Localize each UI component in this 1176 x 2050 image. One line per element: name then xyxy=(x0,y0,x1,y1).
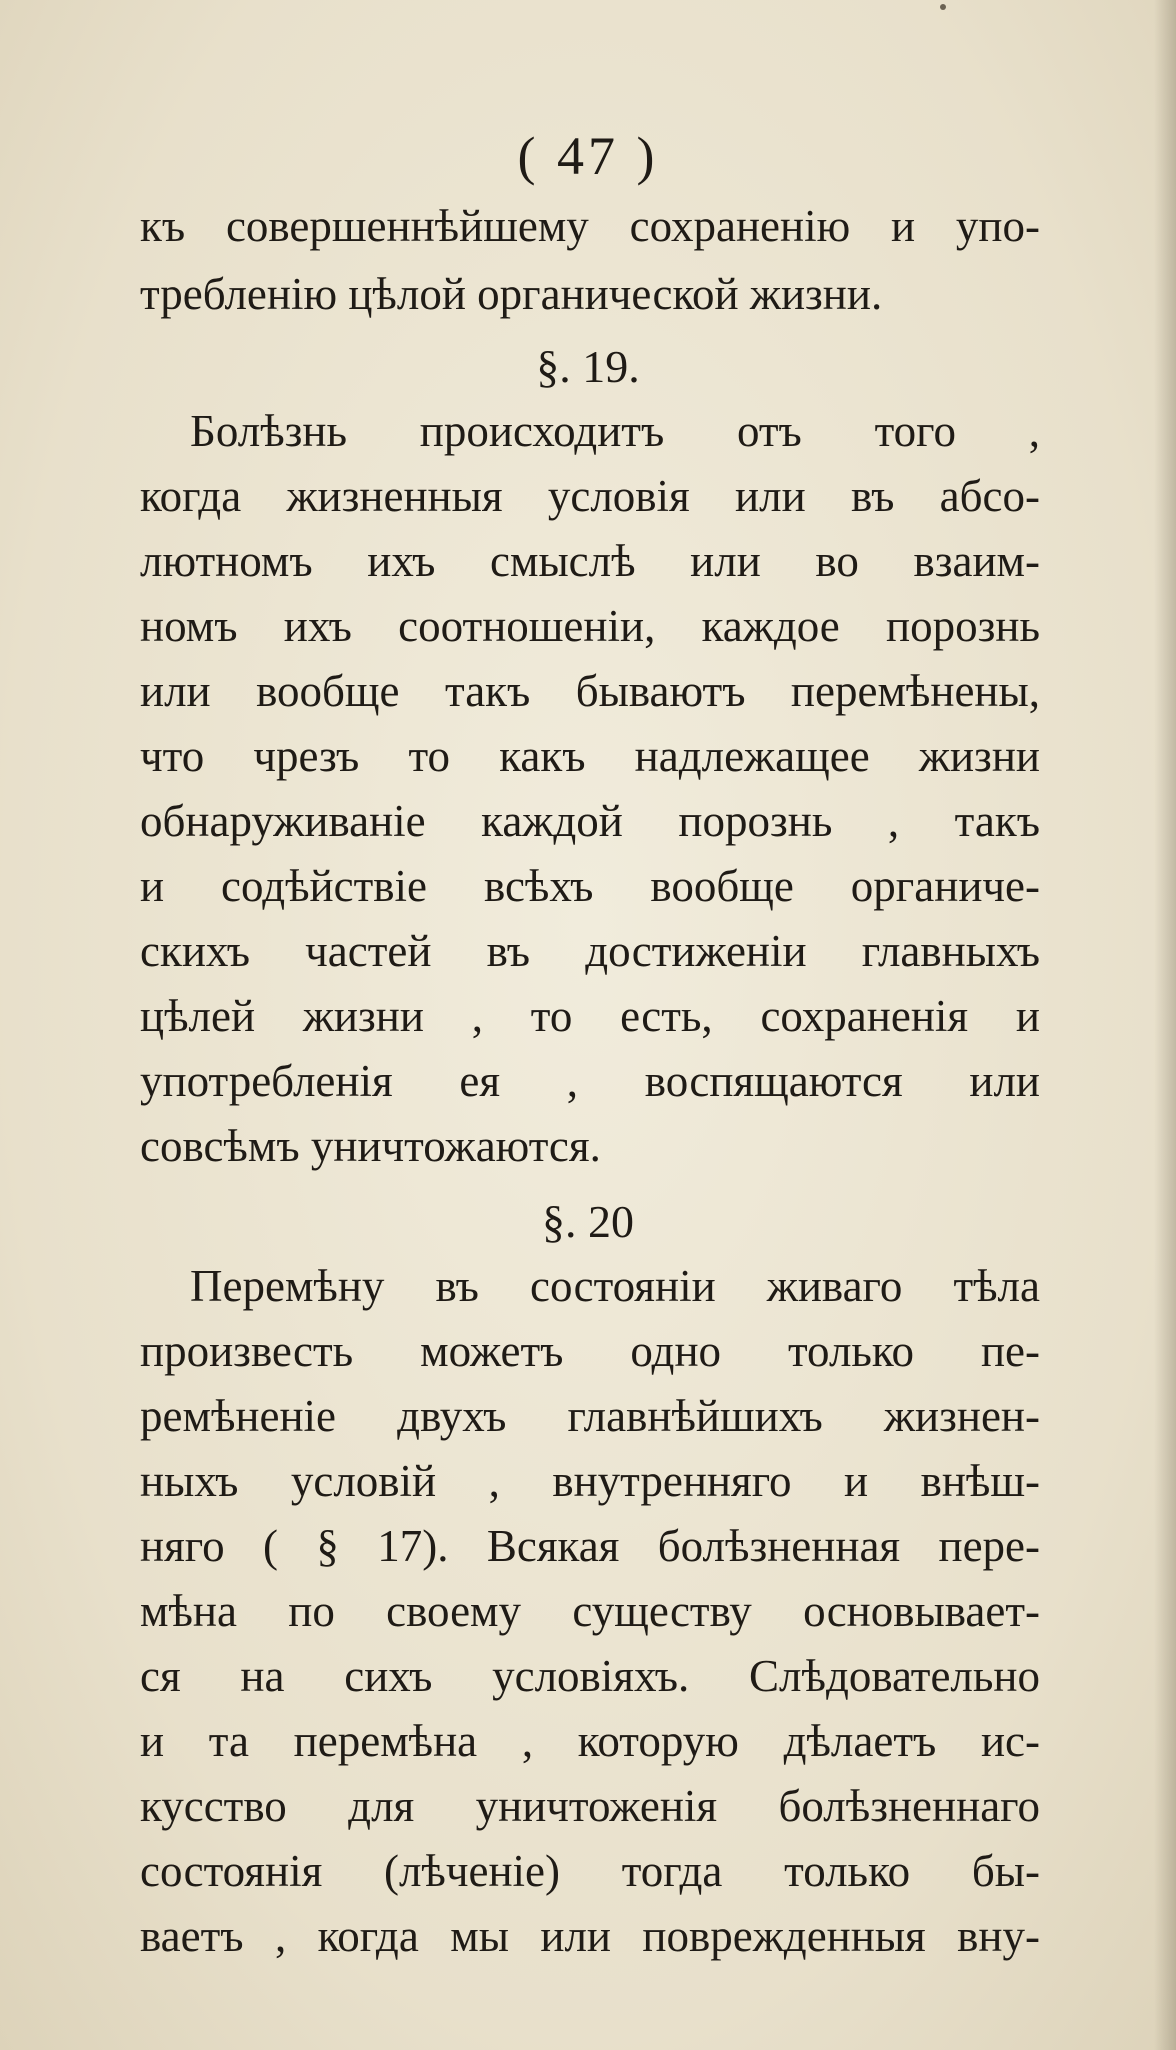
text-line: употребленія ея , воспящаются или xyxy=(140,1056,1040,1106)
text-line: ныхъ условій , внутренняго и внѣш- xyxy=(140,1456,1040,1506)
text-line: или вообще такъ бываютъ перемѣнены, xyxy=(140,666,1040,716)
text-line: цѣлей жизни , то есть, сохраненія и xyxy=(140,991,1040,1041)
text-line: къ совершеннѣйшему сохраненію и упо- xyxy=(140,201,1040,251)
text-line: Перемѣну въ состояніи живаго тѣла xyxy=(190,1261,1040,1311)
text-line: требленію цѣлой органической жизни. xyxy=(140,269,883,319)
text-line: обнаруживаніе каждой порознь , такъ xyxy=(140,796,1040,846)
text-line: ваетъ , когда мы или поврежденныя вну- xyxy=(140,1911,1040,1961)
text-line: ся на сихъ условіяхъ. Слѣдовательно xyxy=(140,1651,1040,1701)
page-number: ( 47 ) xyxy=(517,126,659,186)
text-line: лютномъ ихъ смыслѣ или во взаим- xyxy=(140,536,1040,586)
text-line: скихъ частей въ достиженіи главныхъ xyxy=(140,926,1040,976)
text-line: кусство для уничтоженія болѣзненнаго xyxy=(140,1781,1040,1831)
text-line: состоянія (лѣченіе) тогда только бы- xyxy=(140,1846,1040,1896)
text-line: когда жизненныя условія или въ абсо- xyxy=(140,471,1040,521)
text-line: совсѣмъ уничтожаются. xyxy=(140,1121,601,1171)
text-line: и та перемѣна , которую дѣлаетъ ис- xyxy=(140,1716,1040,1766)
text-line: ремѣненіе двухъ главнѣйшихъ жизнен- xyxy=(140,1391,1040,1441)
text-line: мѣна по своему существу основывает- xyxy=(140,1586,1040,1636)
text-line: номъ ихъ соотношеніи, каждое порознь xyxy=(140,601,1040,651)
section-heading: §. 20 xyxy=(542,1196,634,1247)
text-line: произвесть можетъ одно только пе- xyxy=(140,1326,1040,1376)
text-line: и содѣйствіе всѣхъ вообще органиче- xyxy=(140,861,1040,911)
print-speck xyxy=(940,4,946,10)
text-line: Болѣзнь происходитъ отъ того , xyxy=(190,406,1040,456)
text-line: что чрезъ то какъ надлежащее жизни xyxy=(140,731,1040,781)
page-edge-shadow xyxy=(1154,0,1176,2050)
text-line: няго ( § 17). Всякая болѣзненная пере- xyxy=(140,1521,1040,1571)
section-heading: §. 19. xyxy=(536,341,640,392)
